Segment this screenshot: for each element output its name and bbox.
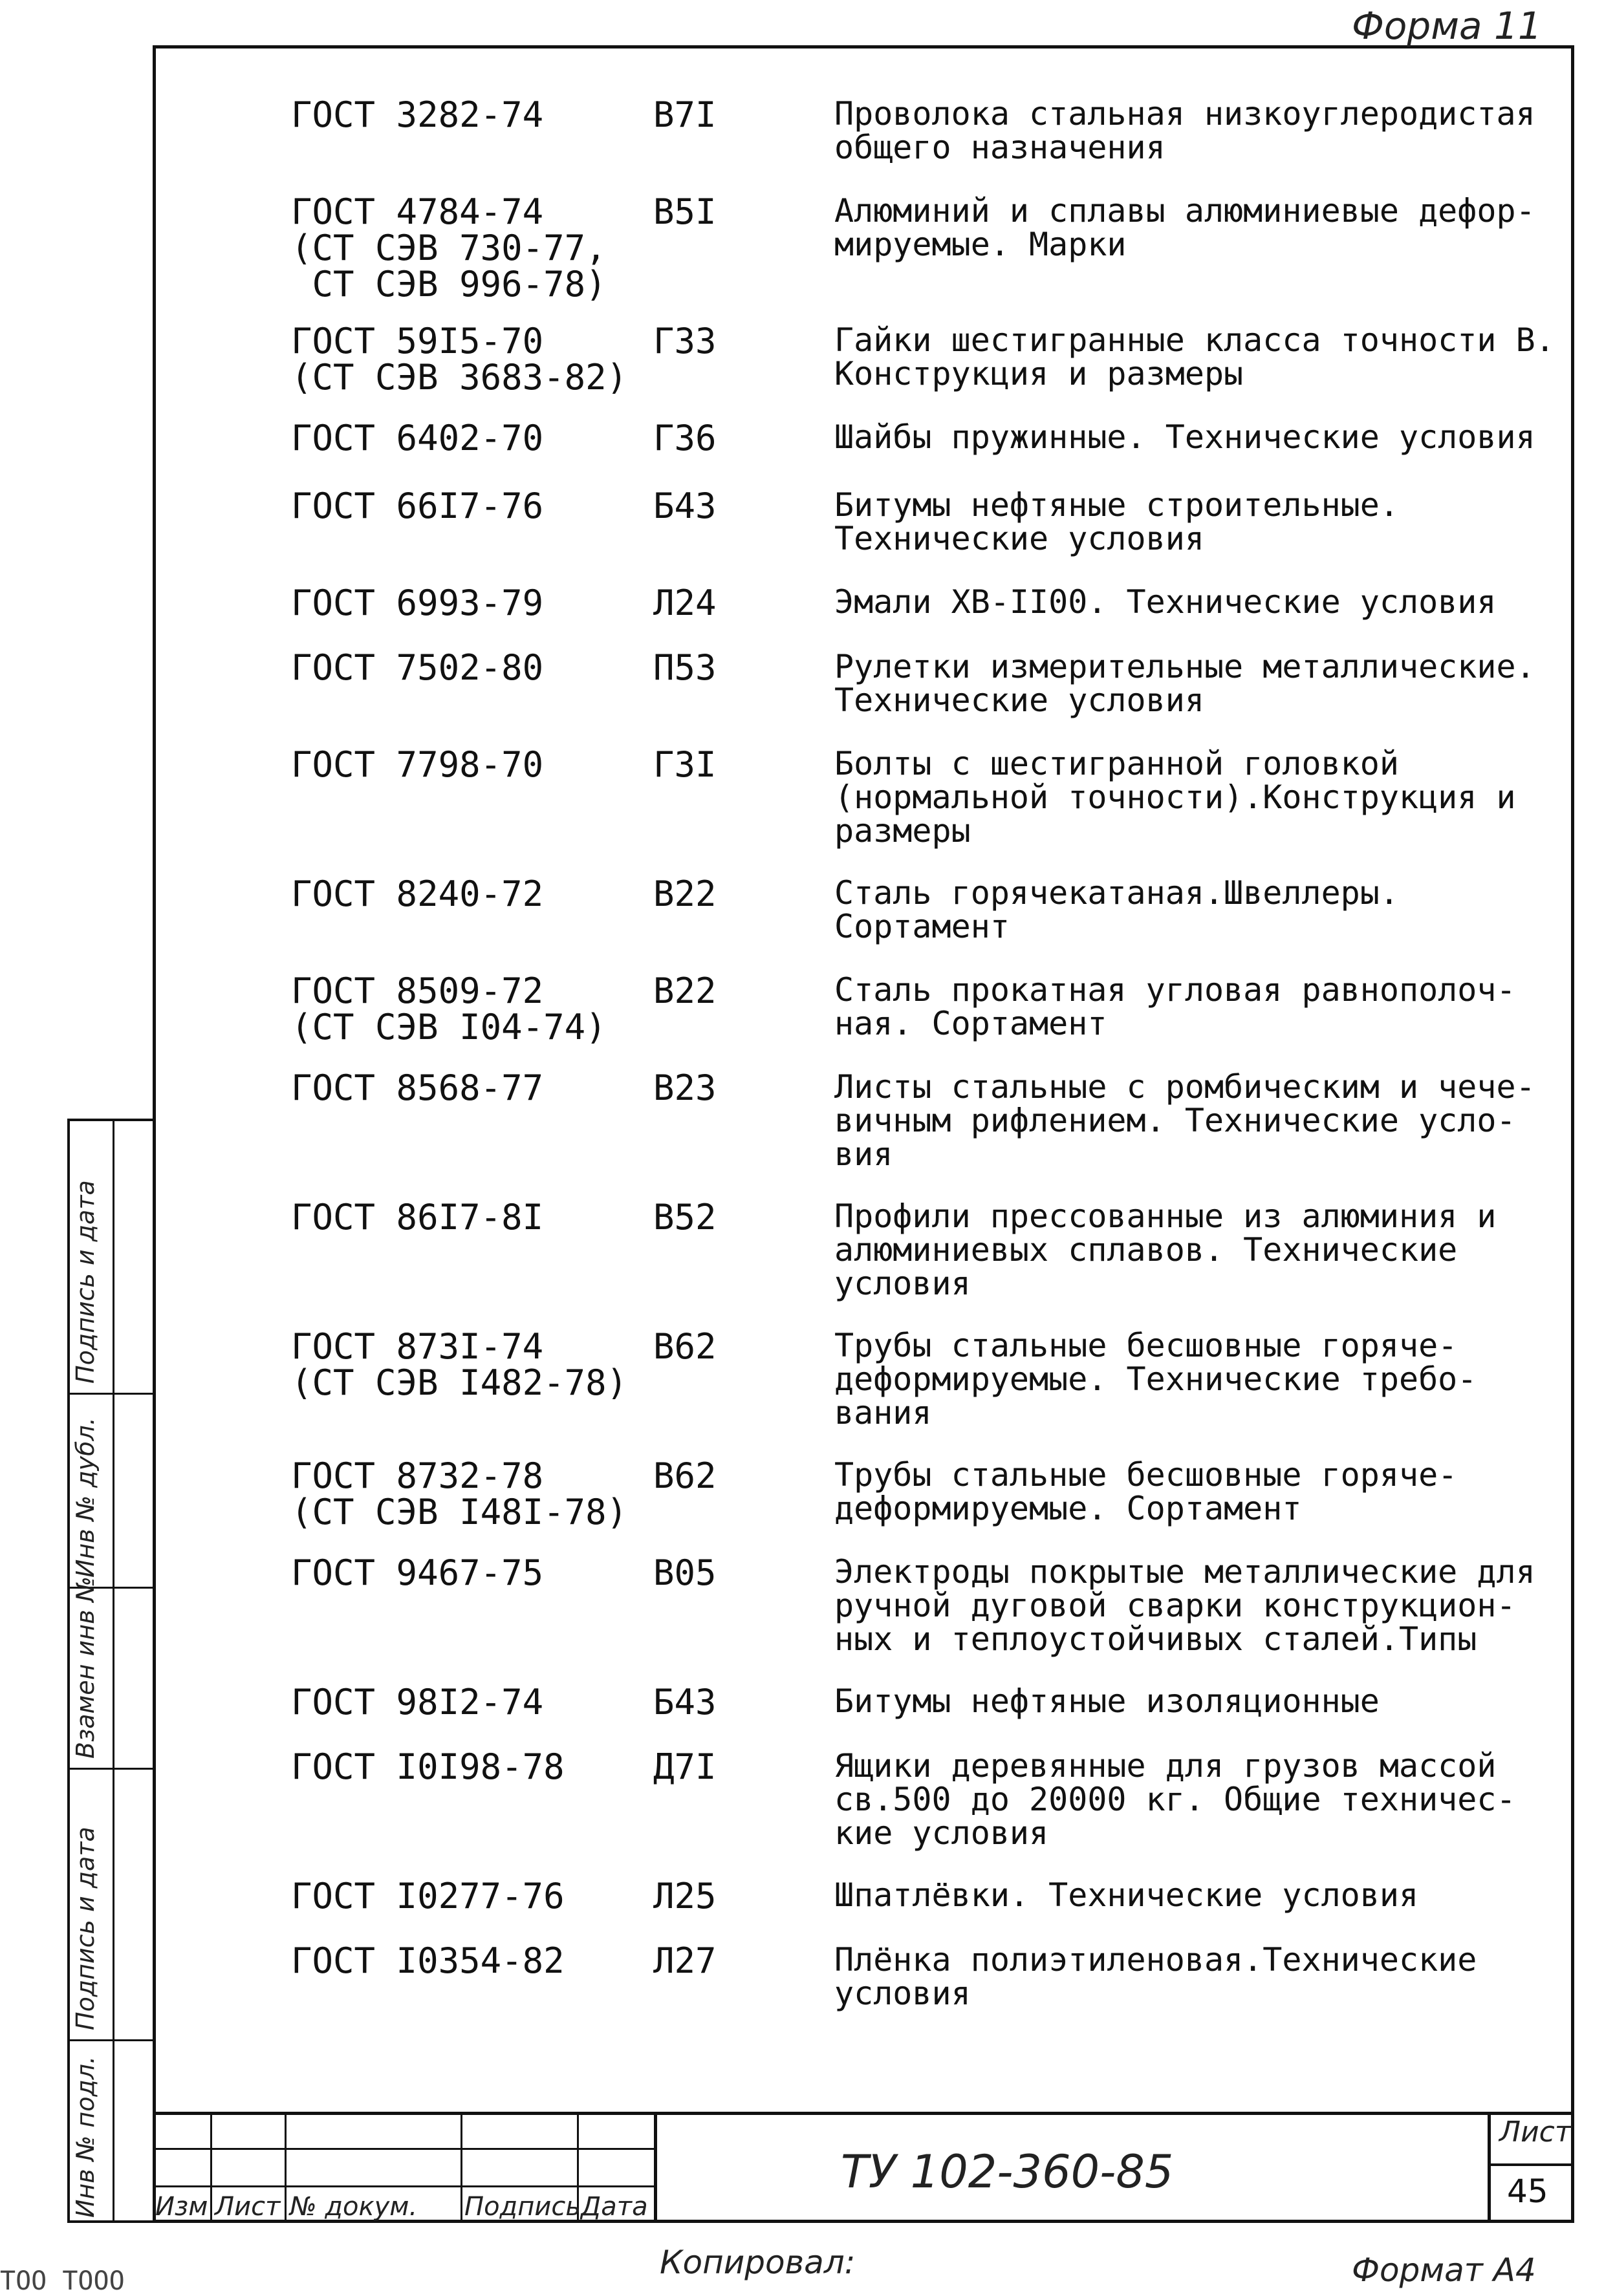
classification-code: В5I bbox=[653, 191, 717, 232]
gost-title: Ящики деревянные для грузов массой св.500 до 20000 кг. Общие техничес- кие условия bbox=[834, 1747, 1516, 1852]
gost-code: ГОСТ 4784-74 (СТ СЭВ 730-77, СТ СЭВ 996-78) bbox=[291, 191, 607, 305]
classification-code: Г3I bbox=[653, 744, 717, 785]
gost-title: Проволока стальная низкоуглеродистая общего назначения bbox=[834, 95, 1535, 166]
list-item bbox=[0, 583, 1604, 623]
gost-code: ГОСТ I0354-82 bbox=[291, 1940, 565, 1981]
bottom-left-code: ТОО ТООО bbox=[0, 2266, 125, 2296]
classification-code: В05 bbox=[653, 1552, 717, 1593]
gost-code: ГОСТ I0I98-78 bbox=[291, 1746, 565, 1787]
list-item bbox=[0, 1326, 1604, 1432]
gost-code: ГОСТ 66I7-76 bbox=[291, 486, 544, 526]
list-item bbox=[0, 1455, 1604, 1532]
gost-code: ГОСТ 873I-74 (СТ СЭВ I482-78) bbox=[291, 1326, 628, 1403]
gost-title: Болты с шестигранной головкой (нормальной точности).Конструкция и размеры bbox=[834, 745, 1516, 850]
gost-code: ГОСТ 7798-70 bbox=[291, 744, 544, 785]
gost-code: ГОСТ 8240-72 bbox=[291, 874, 544, 914]
title-col-sheet: Лист bbox=[215, 2192, 281, 2222]
classification-code: Г36 bbox=[653, 418, 717, 458]
classification-code: Д7I bbox=[653, 1746, 717, 1787]
margin-label-dup-inv: Инв № дубл. bbox=[71, 1417, 100, 1578]
gost-code: ГОСТ 8732-78 (СТ СЭВ I48I-78) bbox=[291, 1455, 628, 1532]
gost-code: ГОСТ 3282-74 bbox=[291, 94, 544, 135]
classification-code: Л27 bbox=[653, 1940, 717, 1981]
gost-title: Шпатлёвки. Технические условия bbox=[834, 1876, 1419, 1914]
classification-code: П53 bbox=[653, 647, 717, 688]
list-item bbox=[0, 874, 1604, 945]
gost-title: Сталь горячекатаная.Швеллеры. Сортамент bbox=[834, 874, 1399, 945]
classification-code: Г33 bbox=[653, 321, 717, 361]
classification-code: Л24 bbox=[653, 583, 717, 623]
list-item bbox=[0, 321, 1604, 398]
document-code: ТУ 102-360-85 bbox=[841, 2145, 1174, 2198]
list-item bbox=[0, 647, 1604, 719]
gost-title: Профили прессованные из алюминия и алюминиевых сплавов. Технические условия bbox=[834, 1197, 1497, 1302]
gost-title: Алюминий и сплавы алюминиевые дефор- мируемые. Марки bbox=[834, 192, 1535, 263]
list-item bbox=[0, 486, 1604, 557]
list-item bbox=[0, 1552, 1604, 1658]
gost-code: ГОСТ 9467-75 bbox=[291, 1552, 544, 1593]
margin-label-inv-orig: Инв № подл. bbox=[71, 2055, 100, 2218]
list-item bbox=[0, 1940, 1604, 2012]
list-item bbox=[0, 418, 1604, 458]
form-label: Форма 11 bbox=[1352, 4, 1542, 48]
gost-code: ГОСТ 98I2-74 bbox=[291, 1682, 544, 1722]
gost-code: ГОСТ 7502-80 bbox=[291, 647, 544, 688]
gost-code: ГОСТ 59I5-70 (СТ СЭВ 3683-82) bbox=[291, 321, 628, 398]
title-col-date: Дата bbox=[581, 2192, 648, 2222]
margin-label-sign-date-2: Подпись и дата bbox=[71, 1180, 100, 1384]
list-item bbox=[0, 744, 1604, 850]
list-item bbox=[0, 1682, 1604, 1722]
gost-code: ГОСТ 86I7-8I bbox=[291, 1197, 544, 1238]
classification-code: Б43 bbox=[653, 1682, 717, 1722]
list-item bbox=[0, 1746, 1604, 1852]
gost-title: Рулетки измерительные металлические. Технические условия bbox=[834, 648, 1535, 719]
classification-code: В22 bbox=[653, 971, 717, 1011]
gost-code: ГОСТ 6993-79 bbox=[291, 583, 544, 623]
margin-label-sign-date: Подпись и дата bbox=[71, 1827, 100, 2030]
title-col-doc-no: № докум. bbox=[290, 2192, 418, 2222]
gost-title: Шайбы пружинные. Технические условия bbox=[834, 418, 1535, 456]
gost-code: ГОСТ 8509-72 (СТ СЭВ I04-74) bbox=[291, 971, 607, 1047]
gost-title: Трубы стальные бесшовные горяче- деформируемые. Сортамент bbox=[834, 1456, 1458, 1527]
classification-code: Л25 bbox=[653, 1876, 717, 1916]
list-item bbox=[0, 1876, 1604, 1916]
classification-code: В23 bbox=[653, 1068, 717, 1108]
list-item bbox=[0, 191, 1604, 305]
classification-code: В22 bbox=[653, 874, 717, 914]
title-col-change: Изм bbox=[155, 2192, 208, 2222]
classification-code: В7I bbox=[653, 94, 717, 135]
classification-code: В62 bbox=[653, 1455, 717, 1496]
classification-code: В62 bbox=[653, 1326, 717, 1367]
copied-label: Копировал: bbox=[660, 2244, 856, 2281]
gost-title: Листы стальные с ромбическим и чече- вичным рифлением. Технические усло- вия bbox=[834, 1068, 1535, 1173]
gost-title: Трубы стальные бесшовные горяче- деформируемые. Технические требо- вания bbox=[834, 1327, 1477, 1432]
format-label: Формат А4 bbox=[1352, 2251, 1536, 2289]
gost-title: Эмали ХВ-II00. Технические условия bbox=[834, 583, 1497, 621]
sheet-number: 45 bbox=[1507, 2173, 1548, 2210]
sheet-label: Лист bbox=[1499, 2116, 1572, 2149]
margin-label-replaced-inv: Взамен инв № bbox=[71, 1576, 100, 1759]
gost-title: Сталь прокатная угловая равнополоч- ная. Сортамент bbox=[834, 971, 1516, 1042]
gost-code: ГОСТ 8568-77 bbox=[291, 1068, 544, 1108]
gost-code: ГОСТ 6402-70 bbox=[291, 418, 544, 458]
gost-code: ГОСТ I0277-76 bbox=[291, 1876, 565, 1916]
list-item bbox=[0, 971, 1604, 1047]
classification-code: В52 bbox=[653, 1197, 717, 1238]
gost-title: Электроды покрытые металлические для ручной дуговой сварки конструкцион- ных и теплоустойчивых сталей.Типы bbox=[834, 1553, 1535, 1658]
list-item bbox=[0, 1068, 1604, 1173]
gost-title: Гайки шестигранные класса точности В. Конструкция и размеры bbox=[834, 321, 1555, 392]
classification-code: Б43 bbox=[653, 486, 717, 526]
gost-title: Плёнка полиэтиленовая.Технические условия bbox=[834, 1941, 1477, 2012]
gost-title: Битумы нефтяные изоляционные bbox=[834, 1682, 1380, 1720]
list-item bbox=[0, 94, 1604, 166]
gost-title: Битумы нефтяные строительные. Технические условия bbox=[834, 486, 1399, 557]
title-col-signature: Подпись bbox=[464, 2192, 581, 2222]
